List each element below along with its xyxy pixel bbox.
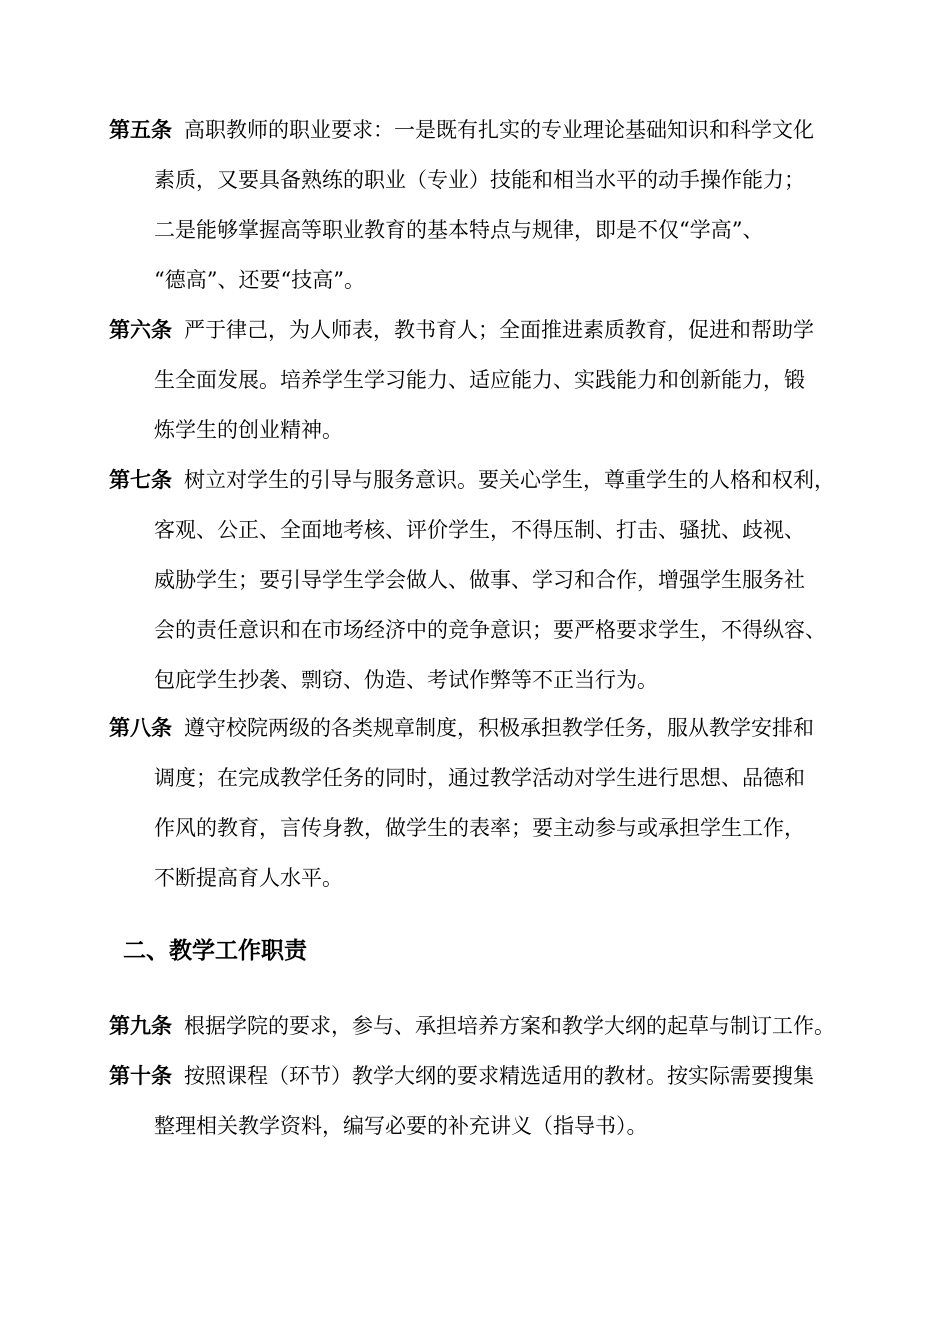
article-10 (109, 1051, 869, 1151)
article-text-line: 炼学生的创业精神。 (154, 418, 343, 442)
article-6 (109, 305, 869, 455)
article-text-line: 整理相关教学资料，编写必要的补充讲义（指导书）。 (154, 1114, 648, 1138)
article-first-line (109, 703, 869, 753)
article-text: 严于律己，为人师表，教书育人；全面推进素质教育，促进和帮助学 (184, 318, 814, 342)
article-number: 第五条 (109, 118, 172, 142)
article-number: 第七条 (109, 468, 172, 492)
section-heading: 二、教学工作职责 (123, 938, 307, 964)
article-number: 第八条 (109, 716, 172, 740)
article-text-line: 作风的教育，言传身教，做学生的表率；要主动参与或承担学生工作， (154, 816, 805, 840)
article-first-line (109, 1051, 869, 1101)
article-number: 第六条 (109, 318, 172, 342)
article-text: 按照课程（环节）教学大纲的要求精选适用的教材。按实际需要搜集 (184, 1064, 814, 1088)
article-7 (109, 455, 869, 705)
article-text-line: 客观、公正、全面地考核、评价学生，不得压制、打击、骚扰、歧视、 (154, 518, 805, 542)
article-9 (109, 1001, 869, 1051)
article-text-line: 威胁学生；要引导学生学会做人、做事、学习和合作，增强学生服务社 (154, 568, 805, 592)
article-first-line (109, 105, 869, 155)
article-text: 遵守校院两级的各类规章制度，积极承担教学任务，服从教学安排和 (184, 716, 814, 740)
article-first-line (109, 455, 869, 505)
article-8 (109, 703, 869, 903)
article-first-line (109, 1001, 869, 1051)
article-text: 根据学院的要求，参与、承担培养方案和教学大纲的起草与制订工作。 (184, 1014, 835, 1038)
article-text-line: 素质，又要具备熟练的职业（专业）技能和相当水平的动手操作能力； (154, 168, 805, 192)
article-5 (109, 105, 869, 305)
article-number: 第十条 (109, 1064, 172, 1088)
article-text-line: 不断提高育人水平。 (154, 866, 343, 890)
article-text-line: “德高”、还要“技高”。 (154, 268, 365, 292)
article-text-line: 二是能够掌握高等职业教育的基本特点与规律，即是不仅“学高”、 (154, 218, 764, 242)
article-text-line: 调度；在完成教学任务的同时，通过教学活动对学生进行思想、品德和 (154, 766, 805, 790)
article-number: 第九条 (109, 1014, 172, 1038)
article-text-line: 生全面发展。培养学生学习能力、适应能力、实践能力和创新能力，锻 (154, 368, 805, 392)
article-text-line: 会的责任意识和在市场经济中的竞争意识；要严格要求学生，不得纵容、 (154, 618, 826, 642)
article-text: 树立对学生的引导与服务意识。要关心学生，尊重学生的人格和权利， (184, 468, 835, 492)
article-text: 高职教师的职业要求：一是既有扎实的专业理论基础知识和科学文化 (184, 118, 814, 142)
article-first-line (109, 305, 869, 355)
article-text-line: 包庇学生抄袭、剽窃、伪造、考试作弊等不正当行为。 (154, 668, 658, 692)
